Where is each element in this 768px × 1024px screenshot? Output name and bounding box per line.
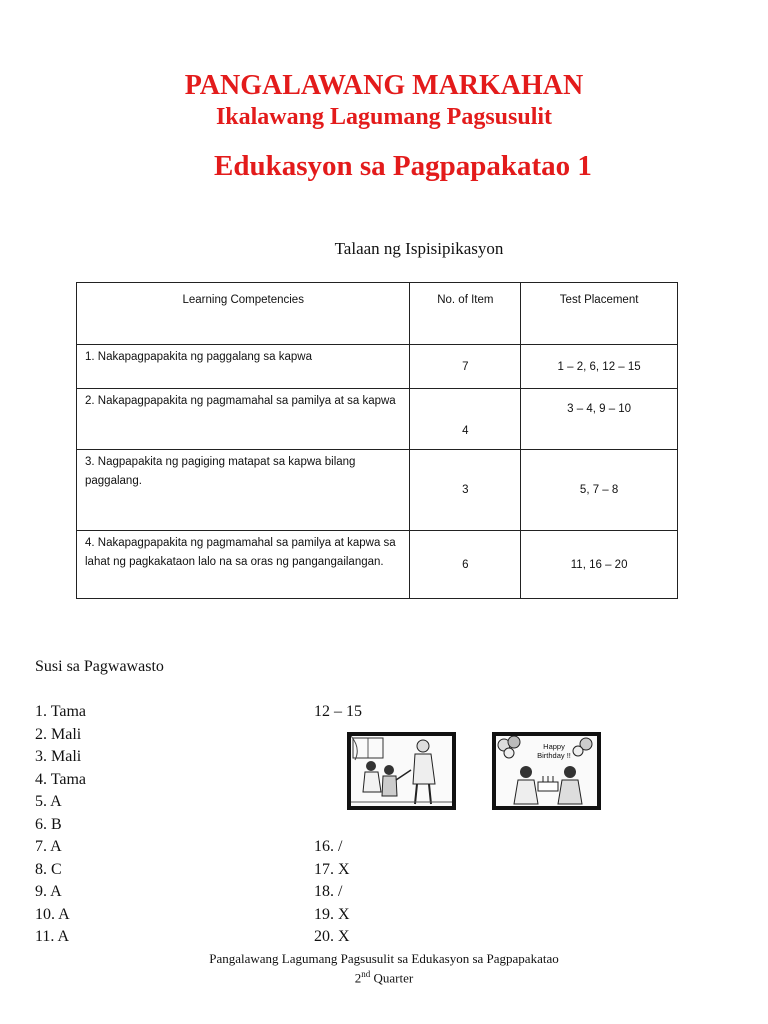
range-label: 12 – 15 [314,703,362,720]
greeting-illustration [351,736,452,806]
subject-title: Edukasyon sa Pagpapakatao 1 [214,150,592,182]
placement-cell: 11, 16 – 20 [521,531,678,599]
table-header-row [77,283,678,345]
answer-list-left [35,701,86,949]
competency-cell: 3. Nagpapakita ng pagiging matapat sa kapwa bilang paggalang. [77,450,410,531]
quarter-word: Quarter [370,970,414,986]
column-header: Learning Competencies [77,283,410,345]
greeting-picture [347,732,456,810]
specification-table [76,282,678,599]
answer-item: 5. A [35,793,62,810]
answer-list-right [314,836,350,949]
answer-item: 11. A [35,928,70,945]
placement-cell: 1 – 2, 6, 12 – 15 [521,345,678,389]
answer-item: 2. Mali [35,725,82,743]
table-row [77,389,678,450]
footer-quarter [0,969,768,986]
answer-item: 17. X [314,860,350,878]
item-count-cell: 3 [410,450,521,531]
birthday-text: Happy Birthday !! [537,742,571,760]
answer-item: 18. / [314,883,343,900]
column-header: No. of Item [410,283,521,345]
answer-item: 1. Tama [35,703,87,720]
item-count-cell: 6 [410,531,521,599]
column-header: Test Placement [521,283,678,345]
competency-cell: 2. Nakapagpapakita ng pagmamahal sa pamilya at sa kapwa [77,389,410,450]
item-count-cell: 4 [410,389,521,450]
answer-item: 9. A [35,883,62,900]
answer-item: 7. A [35,838,62,855]
answer-item: 6. B [35,815,62,833]
placement-cell: 5, 7 – 8 [521,450,678,531]
table-row [77,450,678,531]
birthday-picture [492,732,601,810]
answer-item: 3. Mali [35,748,82,765]
item-count-cell: 7 [410,345,521,389]
table-row [77,345,678,389]
competency-cell: 4. Nakapagpapakita ng pagmamahal sa pamilya at kapwa sa lahat ng pagkakataon lalo na sa oras ng pangangailangan. [77,531,410,599]
placement-cell: 3 – 4, 9 – 10 [521,389,678,450]
document-subtitle: Ikalawang Lagumang Pagsusulit [215,104,553,130]
competency-cell: 1. Nakapagpapakita ng paggalang sa kapwa [77,345,410,389]
answer-item: 8. C [35,860,62,878]
answer-item: 10. A [35,905,70,923]
answer-item: 4. Tama [35,770,87,788]
table-row [77,531,678,599]
answer-item: 19. X [314,905,350,923]
answer-item: 20. X [314,928,350,945]
quarter-suffix: nd [361,969,371,979]
answer-key-title: Susi sa Pagwawasto [35,658,164,675]
document-title: PANGALAWANG MARKAHAN [184,70,584,101]
answer-item: 16. / [314,838,343,855]
footer-line: Pangalawang Lagumang Pagsusulit sa Edukasyon sa Pagpapakatao [209,951,559,966]
table-title: Talaan ng Ispisipikasyon [334,239,504,258]
quarter-number: 2 [354,970,362,986]
